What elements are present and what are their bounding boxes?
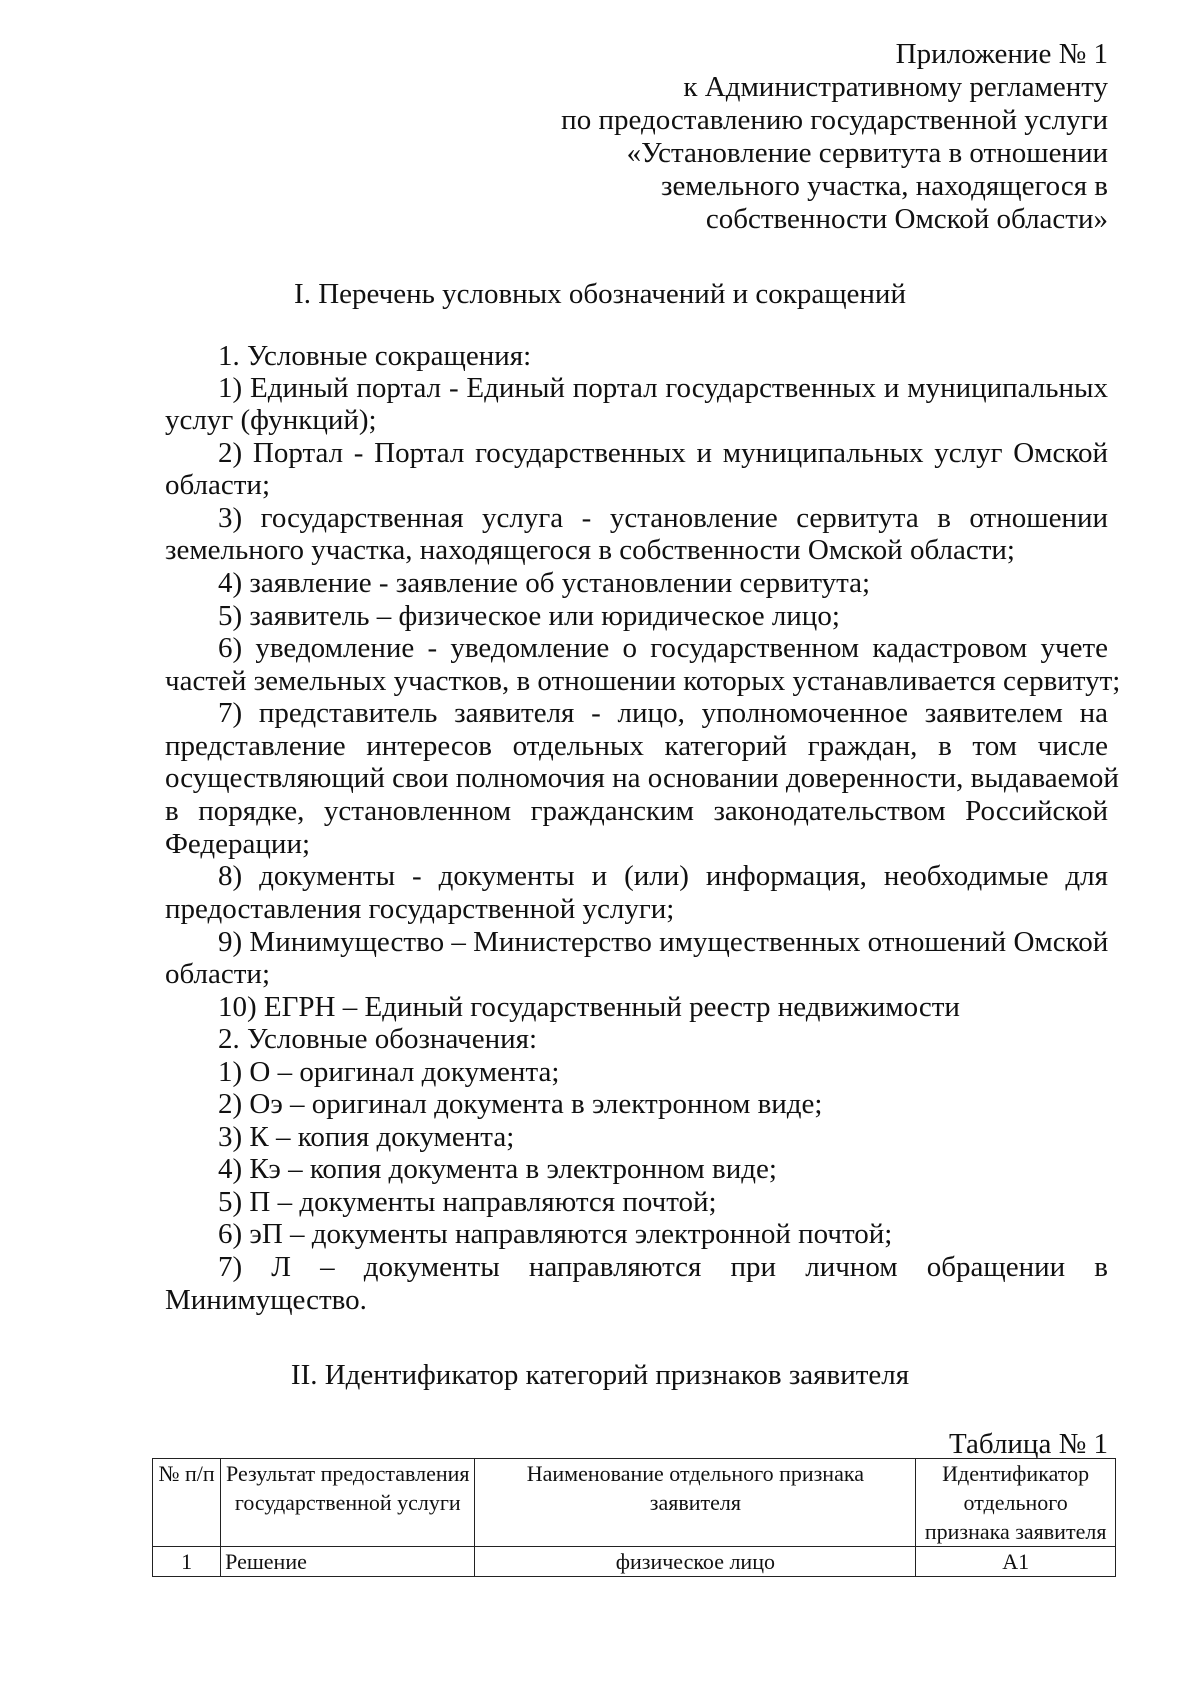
abbr-line: 7) представитель заявителя - лицо, уполномоченное заявителем на <box>218 697 1108 729</box>
abbr-line: 8) документы - документы и (или) информация, необходимые для <box>218 860 1108 892</box>
abbr-line: 9) Минимущество – Министерство имущественных отношений Омской <box>218 926 1109 958</box>
symbol-line: 3) К – копия документа; <box>218 1121 515 1153</box>
abbr-line: услуг (функций); <box>165 404 377 436</box>
cell-number: 1 <box>153 1547 221 1577</box>
abbreviations-heading: 1. Условные сокращения: <box>218 340 532 372</box>
header-line: Приложение № 1 <box>895 38 1108 70</box>
abbr-line: области; <box>165 958 270 990</box>
abbr-line: 2) Портал - Портал государственных и муниципальных услуг Омской <box>218 437 1108 469</box>
symbol-line: 5) П – документы направляются почтой; <box>218 1186 717 1218</box>
abbr-line: предоставления государственной услуги; <box>165 893 675 925</box>
abbr-line: представление интересов отдельных категорий граждан, в том числе <box>165 730 1108 762</box>
header-line: собственности Омской области» <box>705 203 1108 235</box>
symbol-line: 7) Л – документы направляются при личном обращении в <box>218 1251 1108 1283</box>
symbol-line: 4) Кэ – копия документа в электронном виде; <box>218 1153 777 1185</box>
cell-feature-id: А1 <box>916 1547 1116 1577</box>
header-line: по предоставлению государственной услуги <box>561 104 1108 136</box>
abbr-line: в порядке, установленном гражданским законодательством Российской <box>165 795 1108 827</box>
abbr-line: 10) ЕГРН – Единый государственный реестр недвижимости <box>218 991 960 1023</box>
header-result: Результат предоставления государственной услуги <box>221 1459 475 1547</box>
applicant-identifier-table <box>152 1458 1116 1577</box>
cell-feature-name: физическое лицо <box>475 1547 916 1577</box>
header-line: земельного участка, находящегося в <box>660 170 1108 202</box>
symbols-heading: 2. Условные обозначения: <box>218 1023 538 1055</box>
section-1-title: I. Перечень условных обозначений и сокращений <box>294 278 906 310</box>
section-2-title: II. Идентификатор категорий признаков заявителя <box>290 1359 910 1391</box>
header-feature-id: Идентификатор отдельного признака заявителя <box>916 1459 1116 1547</box>
abbr-line: области; <box>165 469 270 501</box>
cell-result: Решение <box>221 1547 475 1577</box>
abbr-line: 4) заявление - заявление об установлении сервитута; <box>218 567 871 599</box>
symbol-line: 6) эП – документы направляются электронной почтой; <box>218 1218 893 1250</box>
symbol-line: Минимущество. <box>165 1284 367 1316</box>
symbol-line: 2) Оэ – оригинал документа в электронном виде; <box>218 1088 823 1120</box>
abbr-line: 3) государственная услуга - установление сервитута в отношении <box>218 502 1108 534</box>
header-line: «Установление сервитута в отношении <box>626 137 1108 169</box>
symbol-line: 1) О – оригинал документа; <box>218 1056 560 1088</box>
header-line: к Административному регламенту <box>683 71 1108 103</box>
table-header-row <box>153 1459 1116 1547</box>
table-caption: Таблица № 1 <box>949 1428 1108 1460</box>
abbr-line: 6) уведомление - уведомление о государственном кадастровом учете <box>218 632 1108 664</box>
abbr-line: частей земельных участков, в отношении которых устанавливается сервитут; <box>165 665 1121 697</box>
abbr-line: Федерации; <box>165 828 311 860</box>
abbr-line: осуществляющий свои полномочия на основании доверенности, выдаваемой <box>165 762 1119 794</box>
table-row <box>153 1547 1116 1577</box>
abbr-line: земельного участка, находящегося в собственности Омской области; <box>165 534 1015 566</box>
abbr-line: 5) заявитель – физическое или юридическое лицо; <box>218 600 840 632</box>
abbr-line: 1) Единый портал - Единый портал государственных и муниципальных <box>218 372 1108 404</box>
header-number: № п/п <box>153 1459 221 1547</box>
header-feature-name: Наименование отдельного признака заявителя <box>475 1459 916 1547</box>
